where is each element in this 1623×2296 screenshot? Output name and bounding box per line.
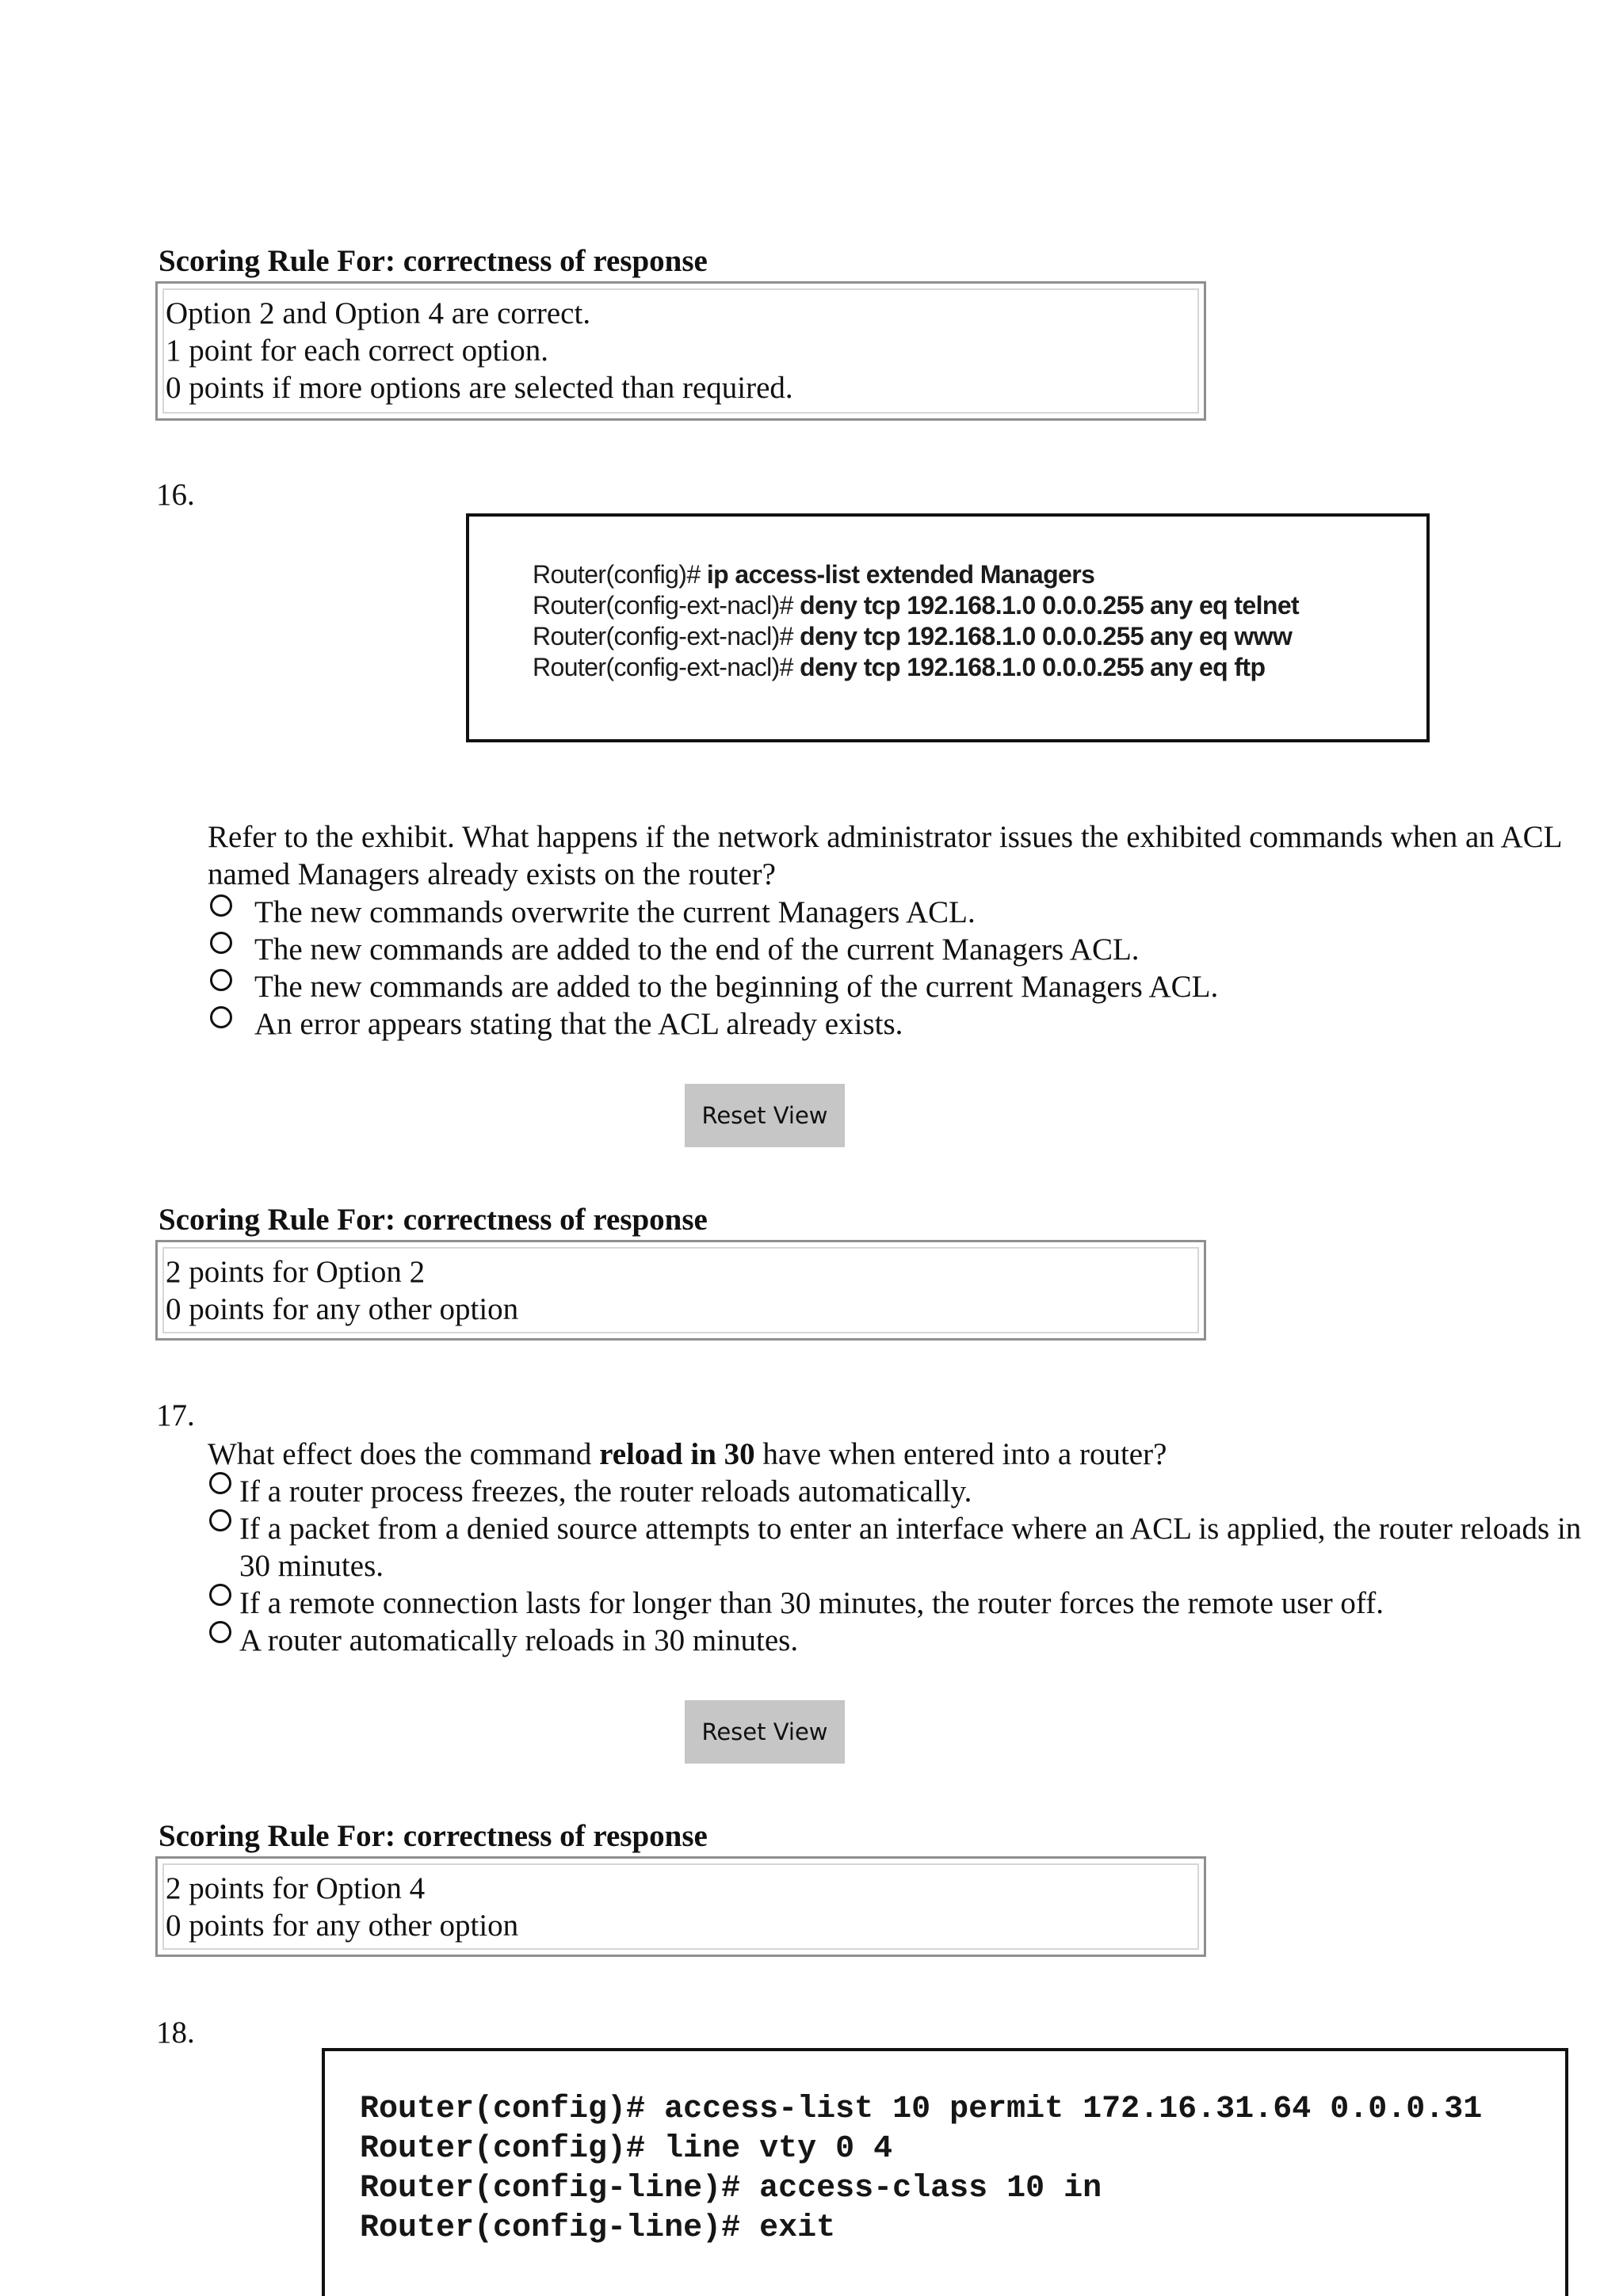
radio-option-4[interactable] xyxy=(210,1006,232,1028)
question-number: 17. xyxy=(156,1398,195,1432)
scoring-rule-title: Scoring Rule For: correctness of response xyxy=(158,1203,708,1237)
radio-option-4[interactable] xyxy=(209,1621,231,1643)
question-text: Refer to the exhibit. What happens if the network administrator issues the exhibited commands when an ACL named Managers already exists on the router? xyxy=(208,820,1563,891)
radio-option-1[interactable] xyxy=(209,1472,231,1494)
option-label: If a packet from a denied source attempts to enter an interface where an ACL is applied, the router reloads in xyxy=(239,1512,1582,1546)
radio-option-2[interactable] xyxy=(210,932,232,954)
option-label: The new commands are added to the beginning of the current Managers ACL. xyxy=(254,970,1219,1004)
scoring-rule-box xyxy=(155,1856,1206,1957)
scoring-rule-line: 1 point for each correct option. xyxy=(166,334,548,368)
reset-view-button[interactable]: Reset View xyxy=(685,1084,845,1147)
question-number: 18. xyxy=(156,2016,195,2050)
scoring-rule-line: 0 points for any other option xyxy=(166,1909,519,1943)
option-label: The new commands overwrite the current Managers ACL. xyxy=(254,895,976,929)
exhibit-line: Router(config)# ip access-list extended Managers xyxy=(533,560,1095,589)
exhibit-image xyxy=(466,513,1430,742)
radio-option-2[interactable] xyxy=(209,1509,231,1531)
exhibit-line: Router(config-ext-nacl)# deny tcp 192.168.1.0 0.0.0.255 any eq telnet xyxy=(533,591,1300,620)
exhibit-line: Router(config-ext-nacl)# deny tcp 192.168.1.0 0.0.0.255 any eq www xyxy=(533,622,1293,650)
scoring-rule-line: 0 points if more options are selected than required. xyxy=(166,371,793,405)
option-label: If a router process freezes, the router reloads automatically. xyxy=(239,1474,972,1508)
radio-option-3[interactable] xyxy=(210,969,232,991)
scoring-rule-line: Option 2 and Option 4 are correct. xyxy=(166,296,591,330)
exhibit-line: Router(config-line)# exit xyxy=(360,2210,836,2246)
question-number: 16. xyxy=(156,478,195,512)
radio-option-3[interactable] xyxy=(209,1584,231,1606)
scoring-rule-line: 2 points for Option 2 xyxy=(166,1255,426,1289)
exhibit-line: Router(config)# line vty 0 4 xyxy=(360,2131,893,2167)
exhibit-line: Router(config)# access-list 10 permit 172.16.31.64 0.0.0.31 xyxy=(360,2092,1483,2127)
radio-option-1[interactable] xyxy=(210,894,232,917)
option-label: An error appears stating that the ACL already exists. xyxy=(254,1007,903,1041)
scoring-rule-line: 2 points for Option 4 xyxy=(166,1871,426,1905)
scoring-rule-title: Scoring Rule For: correctness of response xyxy=(158,1819,708,1853)
option-label: A router automatically reloads in 30 minutes. xyxy=(239,1623,799,1657)
exhibit-line: Router(config-ext-nacl)# deny tcp 192.168.1.0 0.0.0.255 any eq ftp xyxy=(533,653,1266,681)
reset-view-button[interactable]: Reset View xyxy=(685,1700,845,1764)
exhibit-image xyxy=(322,2048,1568,2296)
question-text: What effect does the command reload in 30 have when entered into a router? xyxy=(208,1437,1167,1471)
option-label: If a remote connection lasts for longer than 30 minutes, the router forces the remote user off. xyxy=(239,1586,1384,1620)
option-label-continuation: 30 minutes. xyxy=(239,1549,384,1583)
option-label: The new commands are added to the end of the current Managers ACL. xyxy=(254,933,1140,967)
scoring-rule-line: 0 points for any other option xyxy=(166,1292,519,1326)
exhibit-line: Router(config-line)# access-class 10 in xyxy=(360,2171,1102,2206)
scoring-rule-title: Scoring Rule For: correctness of response xyxy=(158,244,708,278)
scoring-rule-box xyxy=(155,281,1206,421)
scoring-rule-box xyxy=(155,1240,1206,1341)
